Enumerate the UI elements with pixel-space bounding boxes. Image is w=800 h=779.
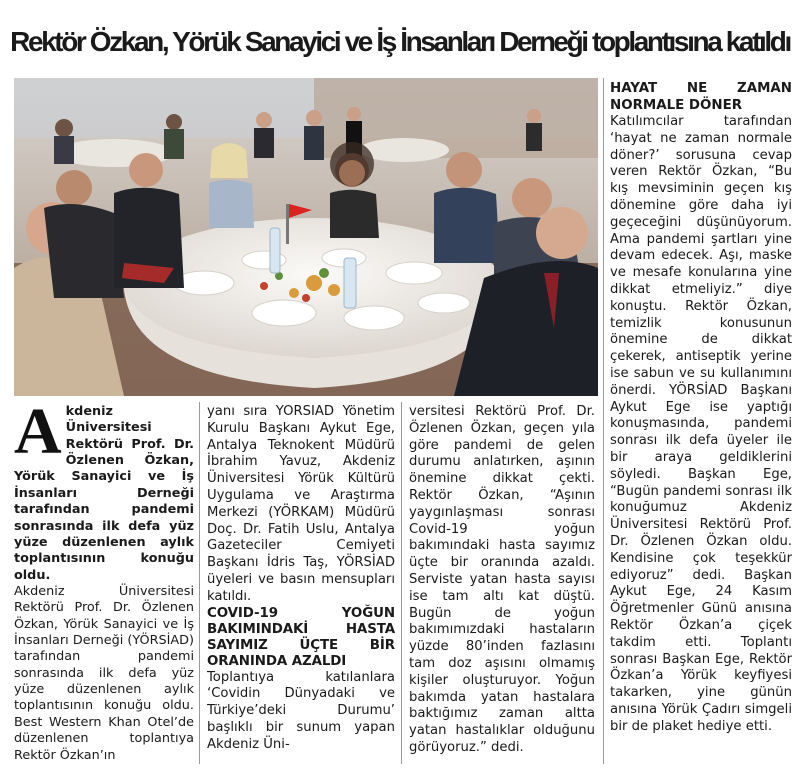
article-column-2 xyxy=(207,404,395,764)
sidebar-heading: HAYAT NE ZAMAN NORMALE DÖNER xyxy=(610,81,792,113)
sidebar-column xyxy=(610,80,792,764)
article-column-3 xyxy=(409,404,595,764)
body-paragraph: yanı sıra YÖRSİAD Yönetim Kurulu Başkanı Aykut Ege, Antalya Teknokent Müdürü İbrahim Yavuz, Akdeniz Üniversitesi Yörük Kültürü Uygulama ve Araştırma Merkezi (YÖRKAM) Müdürü Doç. Dr. Fatih Uslu, Antalya Gazeteciler Cemiyeti Başkanı İdris Taş, YÖRSİAD üyeleri ve basın mensupları katıldı. xyxy=(207,404,395,604)
body-paragraph: Akdeniz Üniversitesi Rektörü Prof. Dr. Özlenen Özkan, Yörük Sanayici ve İş İnsanları Derneği (YÖRSİAD) tarafından pandemi sonrasında ilk defa yüz yüze düzenlenen aylık toplantısının konuğu oldu. Best Western Khan Otel’de düzenlenen toplantıya Rektör Özkan’ın xyxy=(14,583,194,763)
body-paragraph: Toplantıya katılanlara ‘Covidin Dünyadaki ve Türkiye’deki Durumu’ başlıklı bir sunum yapan Akdeniz Üni- xyxy=(207,669,395,752)
meeting-photo xyxy=(14,78,598,396)
column-rule xyxy=(603,78,604,764)
column-rule xyxy=(401,402,402,764)
lead-paragraph xyxy=(14,404,194,584)
body-paragraph: Katılımcılar tarafından ‘hayat ne zaman normale döner?’ sorusuna cevap veren Rektör Özkan, “Bu kış mevsiminin geçen kış dönemine göre daha iyi geçeceğini düşünüyorum. Ama pandemi şartları yine devam edecek. Aşı, maske ve mesafe konularına yine dikkat etmeliyiz.” diye konuştu. Rektör Özkan, temizlik konusunun önemine de dikkat çekerek, antiseptik yerine ise sabun ve su kullanımını önerdi. YÖRSİAD Başkanı Aykut Ege ise yaptığı konuşmasında, pandemi sonrası ilk defa üyeler ile bir araya geldiklerini söyledi. Başkan Ege, “Bugün pandemi sonrası ilk konuğumuz Akdeniz Üniversitesi Rektörü Prof. Dr. Özlenen Özkan oldu. Kendisine çok teşekkür ediyoruz” dedi. Başkan Aykut Ege, 24 Kasım Öğretmenler Günü anısına Rektör Özkan’a çiçek takdim etti. Toplantı sonrası Başkan Ege, Rektör Özkan’a Yörük keyfiyesi takarken, yine günün anısına Yörük Çadırı simgeli bir de plaket hediye etti. xyxy=(610,114,792,734)
headline: Rektör Özkan, Yörük Sanayici ve İş İnsanları Derneği toplantısına katıldı xyxy=(10,26,790,57)
column-rule xyxy=(199,402,200,764)
article-column-1 xyxy=(14,404,194,764)
lead-text: kdeniz Üniversitesi Rektörü Prof. Dr. Özlenen Özkan, Yörük Sanayici ve İş İnsanları Derneği tarafından pandemi sonrasında ilk defa yüz yüze düzenlenen aylık toplantısının konuğu oldu. xyxy=(14,404,194,583)
meeting-photo-illustration xyxy=(14,78,598,396)
body-paragraph: versitesi Rektörü Prof. Dr. Özlenen Özkan, geçen yıla göre pandemi de gelen durumu anlatırken, aşının önemine dikkat çekti. Rektör Özkan, “Aşının yaygınlaşması sonrası Covid-19 yoğun bakımındaki hasta sayımız üçte bir oranında azaldı. Serviste yatan hasta sayısı ise tam altı kat düştü. Bugün de yoğun bakımımızdaki hastaların yüzde 80’inden fazlasını tam doz aşısını olmamış kişiler oluşturuyor. Yoğun bakımda yatan hastalara baktığımız zaman altta yatan hastalıklar olduğunu görüyoruz.” dedi. xyxy=(409,404,595,755)
drop-cap: A xyxy=(14,404,62,468)
section-subhead: COVID-19 YOĞUN BAKIMINDAKİ HASTA SAYIMIZ ÜÇTE BİR ORANINDA AZALDI xyxy=(207,605,395,669)
